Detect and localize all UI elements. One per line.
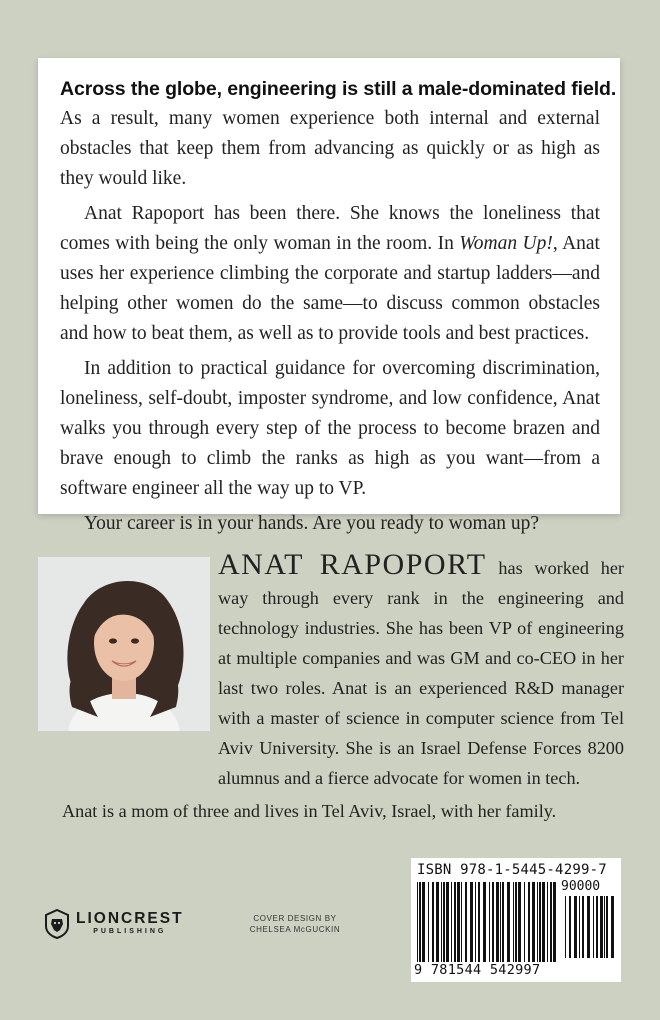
author-photo [38,557,210,731]
book-title: Woman Up! [459,232,553,254]
cover-design-credit [240,913,350,935]
blurb-lead-sentence: Across the globe, engineering is still a male-dominated field. [60,78,617,100]
blurb-paragraph-2: Anat Rapoport has been there. She knows the loneliness that comes with being the only woman in the room. In Woman Up!, Anat uses her experience climbing the corporate and startup ladders—and helping other women do the same—to discuss common obstacles and how to beat them, as well as to provide tools and best practices. [60,202,600,345]
price-code: 90000 [561,879,601,894]
publisher-logo [44,907,184,941]
ean-number: 9 781544 542997 [414,962,541,978]
cover-credit-line-1: COVER DESIGN BY [253,914,337,923]
isbn-number: ISBN 978-1-5445-4299-7 [417,862,607,878]
publisher-subtitle: PUBLISHING [93,928,167,935]
author-portrait-illustration [38,557,210,731]
publisher-name: LIONCREST [76,910,184,927]
isbn-barcode [411,858,621,982]
book-blurb-panel [38,58,620,534]
author-name: ANAT RAPOPORT [218,548,487,581]
cover-credit-line-2: CHELSEA McGUCKIN [249,925,341,934]
author-bio-text: has worked her way through every rank in the engineering and technology industries. She has been VP of engineering at multiple companies and was GM and co-CEO in her last two roles. Anat is an experienced R&D manager with a master of science in computer science from Tel Aviv University. She is an Israel Defense Forces 8200 alumnus and a fierce advocate for women in tech. [218,558,624,788]
lion-head-icon [44,909,70,939]
author-bio [218,550,624,793]
blurb-paragraph-4: Your career is in your hands. Are you ready to woman up? [84,512,540,534]
blurb-paragraph-1: As a result, many women experience both internal and external obstacles that keep them from advancing as quickly or as high as they would like. [60,108,600,190]
blurb-paragraph-3: In addition to practical guidance for overcoming discrimination, loneliness, self-doubt, imposter syndrome, and low confidence, Anat walks you through every step of the process to become brazen and brave enough to climb the ranks as high as you want—from a software engineer all the way up to VP. [60,357,600,500]
author-family-line: Anat is a mom of three and lives in Tel Aviv, Israel, with her family. [62,801,557,821]
